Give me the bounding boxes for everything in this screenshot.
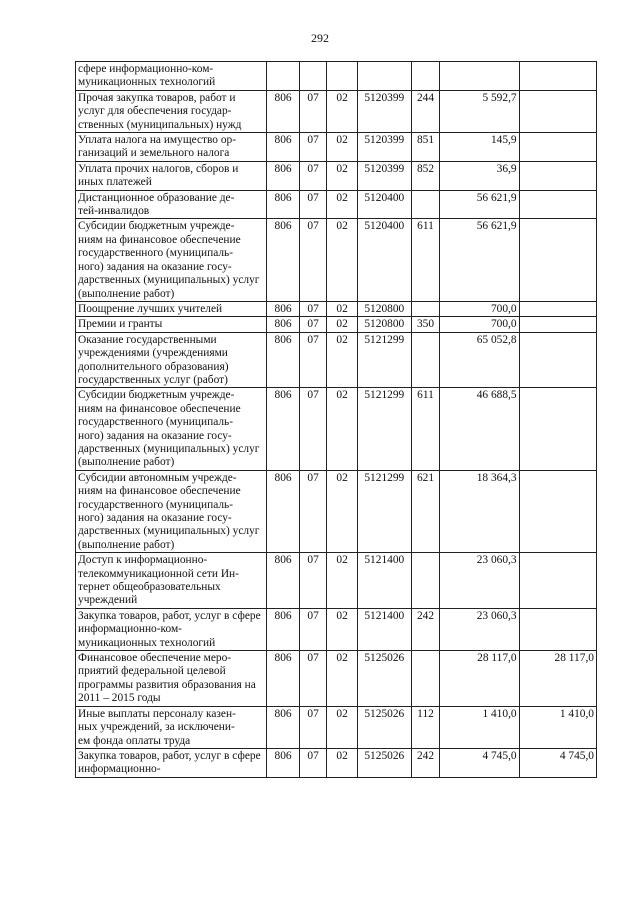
table-row <box>76 90 597 132</box>
section-code-cell: 07 <box>299 317 326 332</box>
ministry-code-cell: 806 <box>267 133 300 162</box>
expense-type-cell: 852 <box>411 161 439 190</box>
ministry-code-cell: 806 <box>267 190 300 219</box>
section-code-cell: 07 <box>299 706 326 748</box>
target-article-cell: 5121400 <box>357 553 411 609</box>
federal-amount-cell <box>519 317 596 332</box>
page-number: 292 <box>311 31 329 45</box>
row-name-cell: Иные выплаты персоналу казен- ных учреждений, за исключени- ем фонда оплаты труда <box>76 706 267 748</box>
ministry-code-cell: 806 <box>267 706 300 748</box>
row-name-cell: Субсидии бюджетным учрежде- ниям на финансовое обеспечение государственного (муниципаль- ного) задания на оказание госу- дарственных (муниципальных) услуг (выполнение работ) <box>76 388 267 470</box>
section-code-cell: 07 <box>299 748 326 777</box>
section-code-cell: 07 <box>299 190 326 219</box>
federal-amount-cell: 28 117,0 <box>519 651 596 707</box>
table-row <box>76 651 597 707</box>
table-row <box>76 470 597 552</box>
target-article-cell: 5125026 <box>357 706 411 748</box>
federal-amount-cell <box>519 470 596 552</box>
expense-type-cell: 112 <box>411 706 439 748</box>
ministry-code-cell: 806 <box>267 651 300 707</box>
table-row <box>76 388 597 470</box>
expense-type-cell: 244 <box>411 90 439 132</box>
subsection-code-cell: 02 <box>327 190 358 219</box>
row-name-cell: Доступ к информационно- телекоммуникационной сети Ин- тернет общеобразовательных учреждений <box>76 553 267 609</box>
amount-cell: 700,0 <box>440 301 519 316</box>
ministry-code-cell: 806 <box>267 90 300 132</box>
section-code-cell: 07 <box>299 651 326 707</box>
section-code-cell: 07 <box>299 90 326 132</box>
table-row <box>76 219 597 301</box>
subsection-code-cell: 02 <box>327 317 358 332</box>
ministry-code-cell: 806 <box>267 317 300 332</box>
subsection-code-cell: 02 <box>327 608 358 650</box>
table-row <box>76 706 597 748</box>
table-row <box>76 748 597 777</box>
amount-cell <box>440 62 519 91</box>
federal-amount-cell <box>519 62 596 91</box>
federal-amount-cell <box>519 301 596 316</box>
federal-amount-cell <box>519 90 596 132</box>
federal-amount-cell: 1 410,0 <box>519 706 596 748</box>
amount-cell: 1 410,0 <box>440 706 519 748</box>
amount-cell: 18 364,3 <box>440 470 519 552</box>
table-row <box>76 190 597 219</box>
ministry-code-cell: 806 <box>267 301 300 316</box>
expense-type-cell: 621 <box>411 470 439 552</box>
target-article-cell: 5120800 <box>357 301 411 316</box>
amount-cell: 5 592,7 <box>440 90 519 132</box>
subsection-code-cell: 02 <box>327 651 358 707</box>
federal-amount-cell <box>519 219 596 301</box>
table-row <box>76 608 597 650</box>
section-code-cell: 07 <box>299 553 326 609</box>
subsection-code-cell: 02 <box>327 706 358 748</box>
ministry-code-cell: 806 <box>267 748 300 777</box>
subsection-code-cell: 02 <box>327 553 358 609</box>
row-name-cell: Субсидии автономным учрежде- ниям на финансовое обеспечение государственного (муниципаль- ного) задания на оказание госу- дарственных (муниципальных) услуг (выполнение работ) <box>76 470 267 552</box>
federal-amount-cell <box>519 161 596 190</box>
row-name-cell: сфере информационно-ком- муникационных технологий <box>76 62 267 91</box>
ministry-code-cell <box>267 62 300 91</box>
subsection-code-cell: 02 <box>327 388 358 470</box>
row-name-cell: Уплата прочих налогов, сборов и иных платежей <box>76 161 267 190</box>
section-code-cell: 07 <box>299 219 326 301</box>
section-code-cell: 07 <box>299 608 326 650</box>
ministry-code-cell: 806 <box>267 608 300 650</box>
subsection-code-cell: 02 <box>327 470 358 552</box>
amount-cell: 36,9 <box>440 161 519 190</box>
row-name-cell: Поощрение лучших учителей <box>76 301 267 316</box>
row-name-cell: Премии и гранты <box>76 317 267 332</box>
amount-cell: 23 060,3 <box>440 608 519 650</box>
target-article-cell: 5121299 <box>357 388 411 470</box>
target-article-cell: 5125026 <box>357 651 411 707</box>
target-article-cell: 5121299 <box>357 332 411 388</box>
ministry-code-cell: 806 <box>267 161 300 190</box>
amount-cell: 65 052,8 <box>440 332 519 388</box>
ministry-code-cell: 806 <box>267 388 300 470</box>
expense-type-cell: 851 <box>411 133 439 162</box>
ministry-code-cell: 806 <box>267 219 300 301</box>
amount-cell: 46 688,5 <box>440 388 519 470</box>
federal-amount-cell <box>519 133 596 162</box>
expense-type-cell <box>411 301 439 316</box>
row-name-cell: Дистанционное образование де- тей-инвалидов <box>76 190 267 219</box>
expense-type-cell <box>411 553 439 609</box>
expense-type-cell <box>411 62 439 91</box>
target-article-cell: 5120800 <box>357 317 411 332</box>
amount-cell: 23 060,3 <box>440 553 519 609</box>
expense-type-cell: 350 <box>411 317 439 332</box>
section-code-cell <box>299 62 326 91</box>
federal-amount-cell: 4 745,0 <box>519 748 596 777</box>
section-code-cell: 07 <box>299 388 326 470</box>
section-code-cell: 07 <box>299 470 326 552</box>
row-name-cell: Уплата налога на имущество ор- ганизаций и земельного налога <box>76 133 267 162</box>
target-article-cell <box>357 62 411 91</box>
target-article-cell: 5120399 <box>357 161 411 190</box>
row-name-cell: Прочая закупка товаров, работ и услуг для обеспечения государ- ственных (муниципальных) нужд <box>76 90 267 132</box>
subsection-code-cell: 02 <box>327 90 358 132</box>
target-article-cell: 5121299 <box>357 470 411 552</box>
row-name-cell: Оказание государственными учреждениями (учреждениями дополнительного образования) государственных услуг (работ) <box>76 332 267 388</box>
amount-cell: 56 621,9 <box>440 219 519 301</box>
subsection-code-cell: 02 <box>327 161 358 190</box>
expense-type-cell <box>411 190 439 219</box>
section-code-cell: 07 <box>299 301 326 316</box>
row-name-cell: Закупка товаров, работ, услуг в сфере информационно-ком- муникационных технологий <box>76 608 267 650</box>
table-row <box>76 553 597 609</box>
row-name-cell: Финансовое обеспечение меро- приятий федеральной целевой программы развития образования на 2011 – 2015 годы <box>76 651 267 707</box>
section-code-cell: 07 <box>299 161 326 190</box>
amount-cell: 700,0 <box>440 317 519 332</box>
section-code-cell: 07 <box>299 332 326 388</box>
row-name-cell: Субсидии бюджетным учрежде- ниям на финансовое обеспечение государственного (муниципаль- ного) задания на оказание госу- дарственных (муниципальных) услуг (выполнение работ) <box>76 219 267 301</box>
federal-amount-cell <box>519 608 596 650</box>
section-code-cell: 07 <box>299 133 326 162</box>
target-article-cell: 5120399 <box>357 133 411 162</box>
federal-amount-cell <box>519 553 596 609</box>
subsection-code-cell: 02 <box>327 219 358 301</box>
row-name-cell: Закупка товаров, работ, услуг в сфере информационно- <box>76 748 267 777</box>
subsection-code-cell <box>327 62 358 91</box>
ministry-code-cell: 806 <box>267 470 300 552</box>
subsection-code-cell: 02 <box>327 748 358 777</box>
amount-cell: 4 745,0 <box>440 748 519 777</box>
amount-cell: 145,9 <box>440 133 519 162</box>
table-row <box>76 301 597 316</box>
target-article-cell: 5120400 <box>357 190 411 219</box>
federal-amount-cell <box>519 190 596 219</box>
expense-type-cell: 611 <box>411 388 439 470</box>
subsection-code-cell: 02 <box>327 301 358 316</box>
budget-table-body <box>76 62 597 778</box>
subsection-code-cell: 02 <box>327 133 358 162</box>
table-row <box>76 161 597 190</box>
expense-type-cell: 611 <box>411 219 439 301</box>
expense-type-cell: 242 <box>411 748 439 777</box>
target-article-cell: 5121400 <box>357 608 411 650</box>
subsection-code-cell: 02 <box>327 332 358 388</box>
expense-type-cell <box>411 332 439 388</box>
table-row <box>76 317 597 332</box>
table-row <box>76 133 597 162</box>
amount-cell: 56 621,9 <box>440 190 519 219</box>
expense-type-cell <box>411 651 439 707</box>
federal-amount-cell <box>519 332 596 388</box>
target-article-cell: 5125026 <box>357 748 411 777</box>
ministry-code-cell: 806 <box>267 553 300 609</box>
budget-table <box>75 61 597 778</box>
target-article-cell: 5120399 <box>357 90 411 132</box>
table-row <box>76 332 597 388</box>
federal-amount-cell <box>519 388 596 470</box>
ministry-code-cell: 806 <box>267 332 300 388</box>
table-row <box>76 62 597 91</box>
amount-cell: 28 117,0 <box>440 651 519 707</box>
target-article-cell: 5120400 <box>357 219 411 301</box>
expense-type-cell: 242 <box>411 608 439 650</box>
